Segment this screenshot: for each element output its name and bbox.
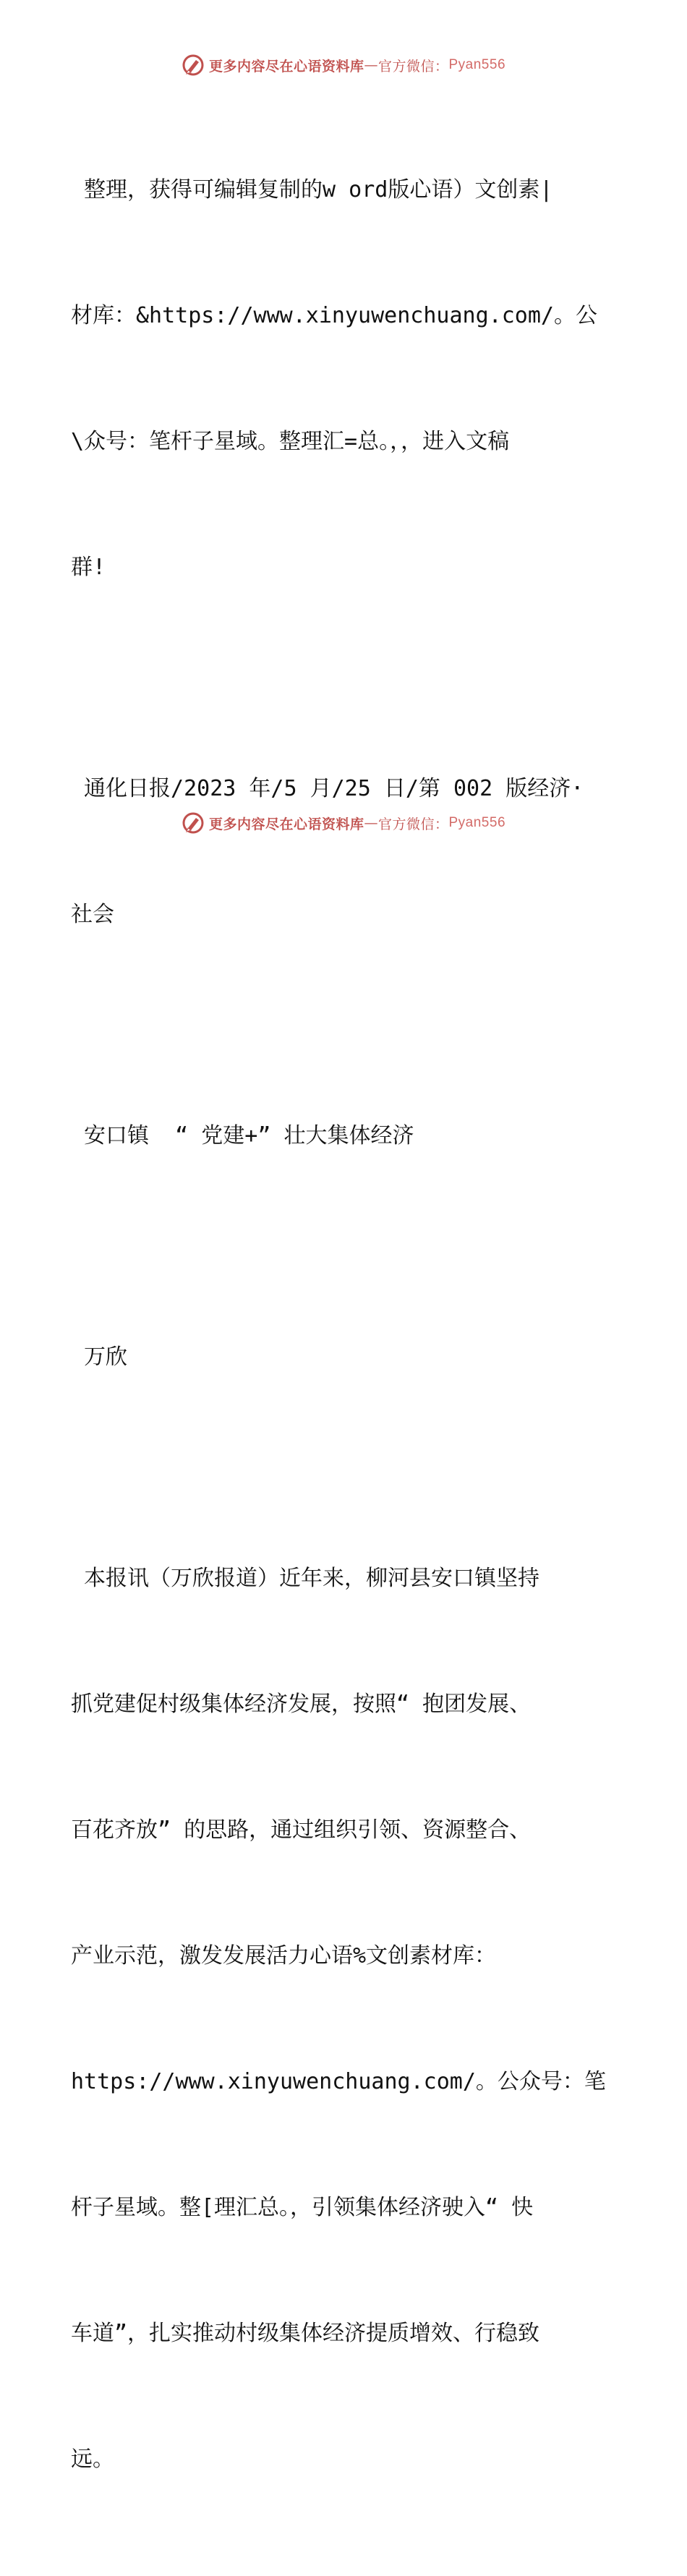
paragraph-intro xyxy=(71,85,620,673)
text-line: https://www.xinyuwenchuang.com/。公众号：笔 xyxy=(71,2069,606,2094)
paragraph-author xyxy=(71,1253,620,1462)
article-title: 安口镇 “ 党建+” 壮大集体经济 xyxy=(71,1123,414,1148)
header-banner xyxy=(0,51,687,80)
paragraph-body xyxy=(71,1474,620,2564)
pen-logo-icon xyxy=(182,811,205,835)
footer-banner xyxy=(0,809,687,837)
text-line: 百花齐放” 的思路，通过组织引领、资源整合、 xyxy=(71,1817,532,1843)
banner-brand-text: 更多内容尽在心语资料库 xyxy=(208,58,364,74)
paragraph-headline xyxy=(71,1031,620,1241)
text-line: 本报讯（万欣报道）近年来，柳河县安口镇坚持 xyxy=(71,1566,540,1591)
text-line: 群! xyxy=(71,555,106,580)
text-line: \众号：笔杆子星域。整理汇=总。，，进入文稿 xyxy=(71,429,510,454)
banner-wechat-id: Pyan556 xyxy=(448,815,506,830)
banner-wechat-id: Pyan556 xyxy=(448,57,506,72)
banner-dash: — xyxy=(364,815,378,831)
text-line: 社会 xyxy=(71,902,114,927)
text-line: 远。 xyxy=(71,2447,114,2472)
text-line: 通化日报/2023 年/5 月/25 日/第 002 版经济· xyxy=(71,776,584,801)
text-line: 材库：&https://www.xinyuwenchuang.com/。公 xyxy=(71,303,597,328)
text-line: 车道”，扎实推动村级集体经济提质增效、行稳致 xyxy=(71,2321,540,2346)
text-line: 整理，获得可编辑复制的w ord版心语）文创素| xyxy=(71,177,553,202)
text-line: 杆子星域。整[理汇总。，引领集体经济驶入“ 快 xyxy=(71,2195,534,2220)
banner-brand-text: 更多内容尽在心语资料库 xyxy=(208,816,364,832)
banner-wechat-label: 官方微信： xyxy=(377,58,449,74)
document-body xyxy=(71,85,620,2576)
text-line: 抓党建促村级集体经济发展，按照“ 抱团发展、 xyxy=(71,1692,532,1717)
paragraph-source xyxy=(71,684,620,1020)
article-author: 万欣 xyxy=(71,1344,128,1370)
text-line: 产业示范，激发发展活力心语%文创素材库： xyxy=(71,1943,497,1969)
pen-logo-icon xyxy=(182,54,205,77)
banner-dash: — xyxy=(364,57,378,73)
banner-wechat-label: 官方微信： xyxy=(377,816,449,832)
